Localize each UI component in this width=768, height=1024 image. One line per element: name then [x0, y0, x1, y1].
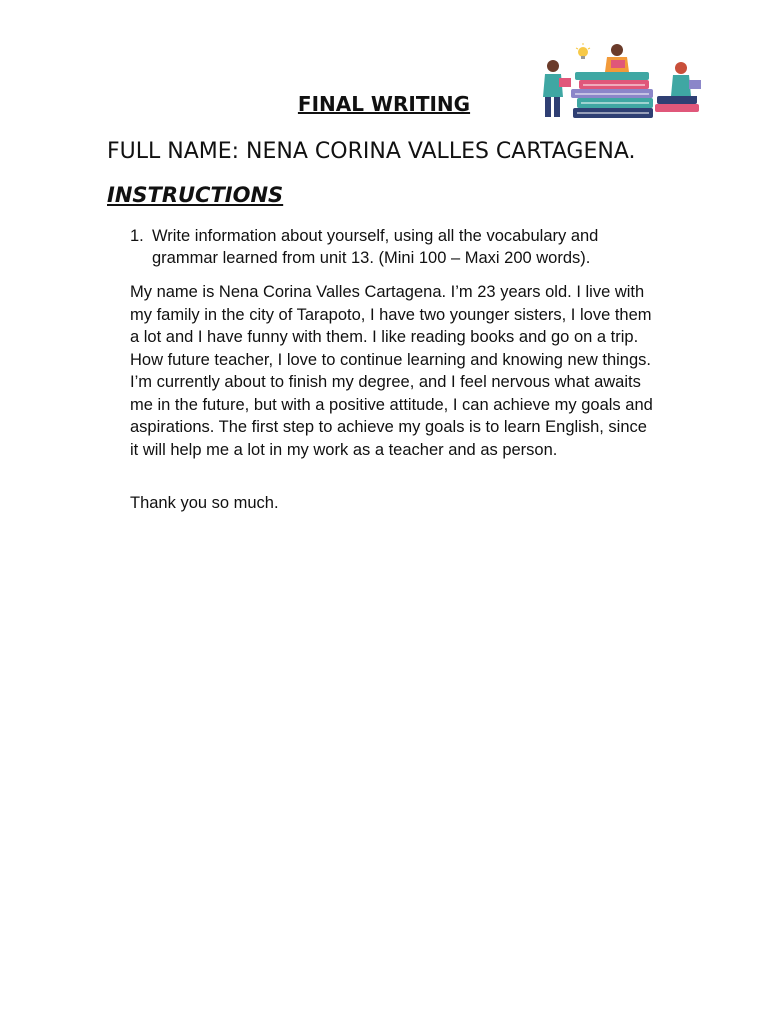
task-text: Write information about yourself, using all the vocabulary and grammar learned from unit 13. (Mini 100 – Maxi 200 words). [152, 227, 599, 267]
reading-student-icon [671, 62, 701, 101]
task-number: 1. [130, 227, 144, 245]
sitting-student-icon [605, 44, 629, 72]
standing-student-icon [543, 60, 571, 117]
light-bulb-icon [576, 43, 590, 59]
body-paragraph: My name is Nena Corina Valles Cartagena. I’m 23 years old. I live with my family in the city of Tarapoto, I have two younger sisters, I love them a lot and I have funny with them. I like reading books and go on a trip. How future teacher, I love to continue learning and knowing new things. I’m currently about to finish my degree, and I feel nervous what awaits me in the future, but with a positive attitude, I can achieve my goals and aspirations. The first step to achieve my goals is to learn English, since it will help me a lot in my work as a teacher and as person. [130, 283, 653, 459]
full-name-line: FULL NAME: NENA CORINA VALLES CARTAGENA. [107, 139, 636, 164]
task-item [130, 225, 630, 269]
instructions-heading: INSTRUCTIONS [107, 183, 284, 207]
closing-line: Thank you so much. [130, 494, 279, 512]
document-title: FINAL WRITING [297, 92, 471, 116]
students-reading-on-books-illustration [535, 42, 715, 122]
